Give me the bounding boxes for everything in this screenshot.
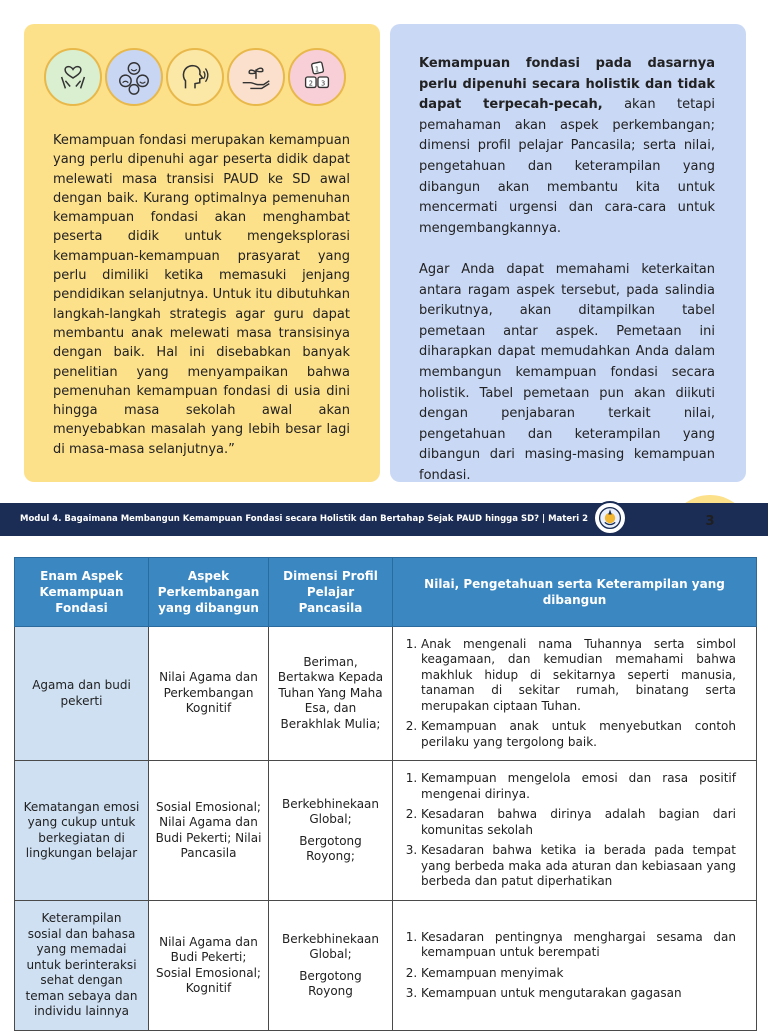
explanation-bold-lead: Kemampuan fondasi pada dasarnya perlu dipenuhi secara holistik dan tidak dapat terpecah-pecah, [419, 56, 715, 113]
list-item: 3. Kesadaran bahwa ketika ia berada pada tempat yang berbeda maka ada aturan dan kebiasaan yang berbeda dan patut diperhatikan [421, 843, 736, 890]
development-cell: Nilai Agama dan Budi Pekerti; Sosial Emosional; Kognitif [149, 901, 269, 1031]
hands-heart-icon [44, 48, 102, 106]
header-aspect: Enam Aspek Kemampuan Fondasi [15, 558, 149, 627]
table-row [15, 761, 757, 901]
intro-paragraph: Kemampuan fondasi merupakan kemampuan yang perlu dipenuhi agar peserta didik dapat melewati masa transisi PAUD ke SD awal dengan baik. Kurang optimalnya pemenuhan kemampuan fondasi akan menghambat peserta didik untuk mengeksplorasi kemampuan-kemampuan prasyarat yang perlu dimiliki ketika memasuki jenjang pendidikan selanjutnya. Untuk itu dibutuhkan langkah-langkah strategis agar guru dapat membantu anak melewati masa transisinya dengan baik. Hal ini disebabkan banyak penelitian yang menyampaikan bahwa pemenuhan kemampuan fondasi di usia dini hingga masa sekolah awal akan menyebabkan masalah yang lebih besar lagi di masa-masa selanjutnya.” [53, 133, 350, 457]
development-cell: Sosial Emosional; Nilai Agama dan Budi Pekerti; Nilai Pancasila [149, 761, 269, 901]
intro-card-right [390, 24, 746, 482]
profile-item: Beriman, Bertakwa Kepada Tuhan Yang Maha Esa, dan Berakhlak Mulia; [277, 654, 384, 731]
aspect-cell: Keterampilan sosial dan bahasa yang memadai untuk berinteraksi sehat dengan teman sebaya dan individu lainnya [15, 901, 149, 1031]
list-item: 2. Kesadaran bahwa dirinya adalah bagian dari komunitas sekolah [421, 807, 736, 838]
list-item: 1. Kemampuan mengelola emosi dan rasa positif mengenai dirinya. [421, 771, 736, 802]
values-cell [393, 627, 757, 761]
aspect-cell: Kematangan emosi yang cukup untuk berkegiatan di lingkungan belajar [15, 761, 149, 901]
header-profile: Dimensi Profil Pelajar Pancasila [269, 558, 393, 627]
explanation-paragraph-2: Agar Anda dapat memahami keterkaitan antara ragam aspek tersebut, pada salindia berikutnya, akan ditampilkan tabel pemetaan antar aspek. Pemetaan ini diharapkan dapat memudahkan Anda dalam membangun kemampuan fondasi secara holistik. Tabel pemetaan pun akan diikuti dengan penjabaran terkait nilai, pengetahuan dan keterampilan yang dibangun dari masing-masing kemampuan fondasi. [419, 261, 715, 483]
profile-cell [269, 627, 393, 761]
values-list [401, 930, 736, 1002]
hand-plant-icon [227, 48, 285, 106]
explanation-paragraph-1 [419, 54, 715, 239]
svg-text:3: 3 [321, 79, 326, 88]
module-title: Modul 4. Bagaimana Membangun Kemampuan Fondasi secara Holistik dan Bertahap Sejak PAUD hingga SD? | Materi 2 [20, 514, 589, 524]
intro-card-left [24, 24, 380, 482]
profile-item: Berkebhinekaan Global; [281, 796, 380, 826]
explanation-text [419, 54, 715, 486]
list-item: 1. Kesadaran pentingnya menghargai sesama dan kemampuan untuk berempati [421, 930, 736, 961]
page-number: 3 [705, 514, 715, 529]
ministry-logo-icon [593, 501, 627, 535]
icon-row [44, 48, 346, 106]
list-item: 2. Kemampuan anak untuk menyebutkan contoh perilaku yang tergolong baik. [421, 719, 736, 750]
table-row [15, 901, 757, 1031]
values-list [401, 771, 736, 890]
profile-item: Bergotong Royong; [299, 833, 362, 863]
explanation-rest: akan tetapi pemahaman akan aspek perkembangan; dimensi profil pelajar Pancasila; serta nilai, pengetahuan dan keterampilan yang dibangun akan membantu kita untuk mencermati urgensi dan cara-cara untuk mengembangkannya. [419, 97, 715, 236]
page-separator [0, 536, 768, 558]
speaking-head-icon [166, 48, 224, 106]
header-values: Nilai, Pengetahuan serta Keterampilan yang dibangun [393, 558, 757, 627]
values-cell [393, 761, 757, 901]
footer-bar [0, 503, 768, 536]
profile-item: Bergotong Royong [299, 968, 362, 998]
values-list [401, 637, 736, 751]
list-item: 1. Anak mengenali nama Tuhannya serta simbol keagamaan, dan kemudian memahami bahwa makhluk hidup di sekitarnya seperti manusia, tanaman di sekitar rumah, binatang serta merupakan ciptaan Tuhan. [421, 637, 736, 715]
profile-item: Berkebhinekaan Global; [281, 931, 380, 961]
list-item: 3. Kemampuan untuk mengutarakan gagasan [421, 986, 736, 1002]
mapping-table [14, 557, 757, 1031]
table-header-row [15, 558, 757, 627]
number-blocks-icon [288, 48, 346, 106]
emotions-faces-icon [105, 48, 163, 106]
profile-cell [269, 901, 393, 1031]
values-cell [393, 901, 757, 1031]
table-row [15, 627, 757, 761]
list-item: 2. Kemampuan menyimak [421, 966, 736, 982]
aspect-cell: Agama dan budi pekerti [15, 627, 149, 761]
development-cell: Nilai Agama dan Perkembangan Kognitif [149, 627, 269, 761]
svg-text:1: 1 [314, 65, 320, 74]
header-development: Aspek Perkembangan yang dibangun [149, 558, 269, 627]
profile-cell [269, 761, 393, 901]
svg-text:2: 2 [308, 79, 313, 88]
